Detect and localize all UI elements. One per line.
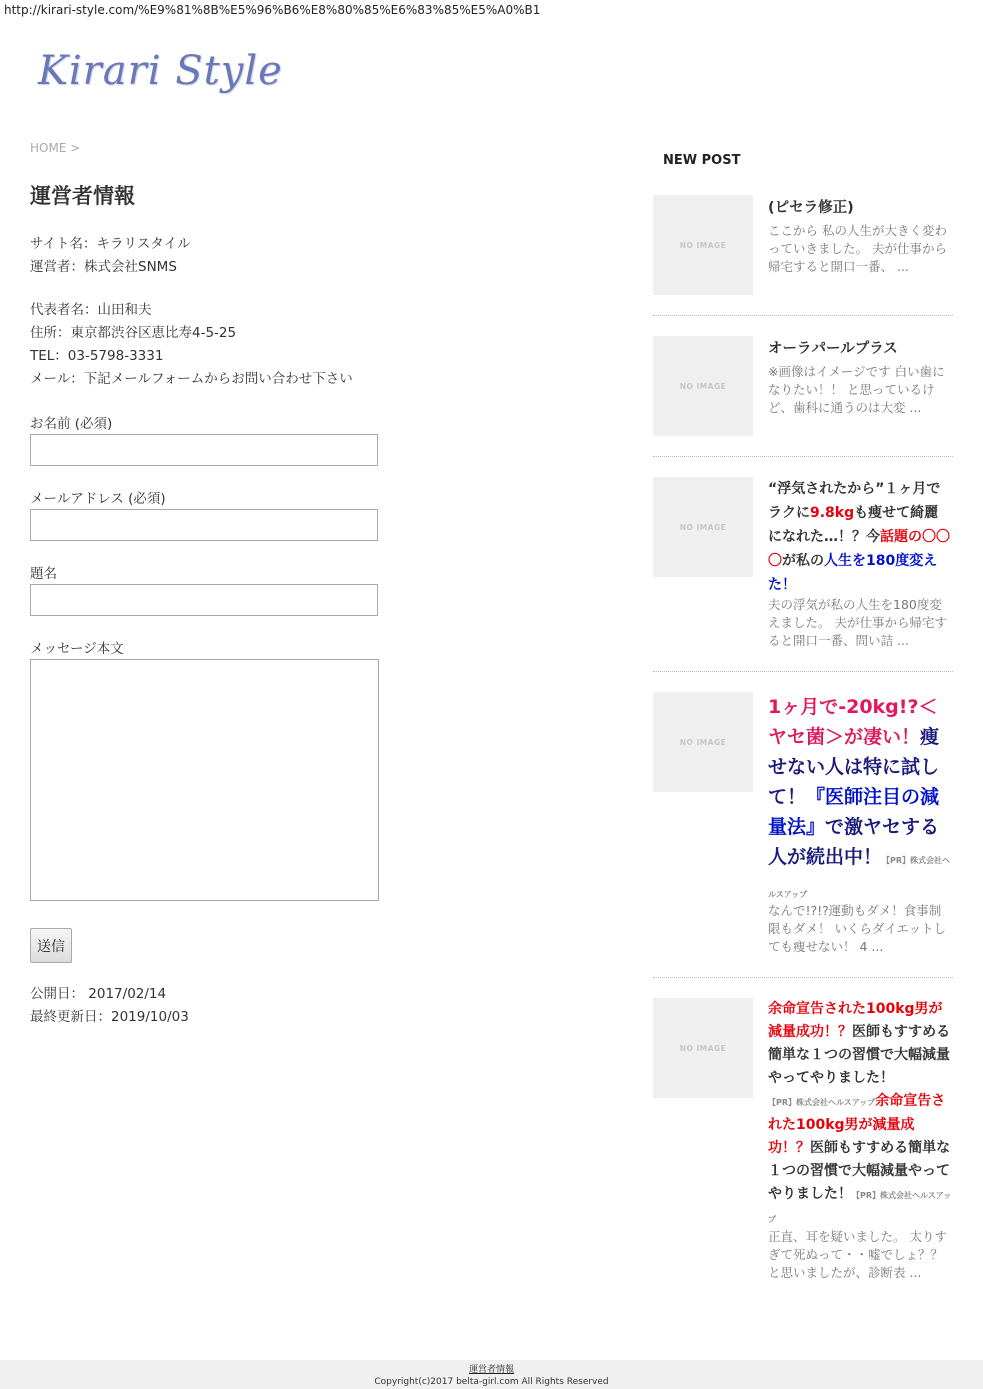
address-bar-url[interactable]: http://kirari-style.com/%E9%81%8B%E5%96%B6%E8%80%85%E6%83%85%E5%A0%B1 bbox=[4, 3, 541, 17]
title-highlight: 人生を180度変えた！ bbox=[768, 553, 938, 593]
no-image-label: NO IMAGE bbox=[679, 1043, 727, 1053]
sidebar-heading: NEW POST bbox=[663, 153, 741, 168]
no-image-label: NO IMAGE bbox=[679, 381, 727, 391]
email-label: メールアドレス (必須) bbox=[30, 491, 166, 507]
info-tel: TEL：03-5798-3331 bbox=[30, 348, 164, 364]
footer-operator-link[interactable]: 運営者情報 bbox=[468, 1365, 514, 1375]
post-excerpt: ここから 私の人生が大きく変わっていきました。 夫が仕事から帰宅すると開口一番、 ... bbox=[768, 223, 947, 274]
post-thumbnail[interactable] bbox=[653, 692, 753, 792]
post-item[interactable] bbox=[653, 195, 953, 295]
dates-block bbox=[30, 983, 189, 1029]
post-title[interactable] bbox=[768, 998, 952, 1231]
post-excerpt: 夫の浮気が私の人生を180度変えました。 夫が仕事から帰宅すると開口一番、問い詰 ... bbox=[768, 597, 947, 648]
no-image-label: NO IMAGE bbox=[679, 240, 727, 250]
no-image-label: NO IMAGE bbox=[679, 522, 727, 532]
title-highlight: 1ヶ月で-20kg!?＜ヤセ菌＞が凄い！ bbox=[768, 696, 938, 748]
pr-label: 【PR】株式会社ヘルスアップ bbox=[768, 856, 951, 899]
post-item[interactable] bbox=[653, 477, 953, 652]
info-site-name: サイト名：キラリスタイル bbox=[30, 236, 191, 252]
email-input[interactable] bbox=[30, 509, 378, 541]
title-text: “浮気されたから”１ヶ月でラクに bbox=[768, 481, 941, 521]
post-title[interactable]: (ピセラ修正) bbox=[768, 200, 854, 216]
post-divider bbox=[653, 456, 953, 457]
post-thumbnail[interactable] bbox=[653, 195, 753, 295]
title-text: が私の bbox=[782, 553, 824, 569]
title-text: で激ヤセする人が続出中！ bbox=[768, 816, 940, 868]
post-item[interactable] bbox=[653, 692, 953, 962]
title-highlight: 話題の〇〇〇 bbox=[768, 529, 950, 569]
submit-button[interactable]: 送信 bbox=[30, 928, 72, 963]
title-highlight: 余命宣告された100kg男が減量成功！？ bbox=[768, 1001, 943, 1040]
title-text: 痩せない人は特に試して！ bbox=[768, 726, 940, 808]
post-title[interactable] bbox=[768, 692, 952, 910]
no-image-label: NO IMAGE bbox=[679, 737, 727, 747]
name-label: お名前 (必須) bbox=[30, 416, 113, 432]
post-excerpt: 正直、耳を疑いました。 太りすぎて死ぬって・・嘘でしょ？？と思いましたが、診断表 ... bbox=[768, 1229, 947, 1280]
message-label: メッセージ本文 bbox=[30, 641, 124, 657]
message-textarea[interactable] bbox=[30, 659, 379, 901]
post-item[interactable] bbox=[653, 336, 953, 436]
title-highlight: 『医師注目の減量法』 bbox=[768, 786, 940, 838]
contact-info-block bbox=[30, 299, 353, 391]
post-title[interactable] bbox=[768, 477, 952, 597]
post-divider bbox=[653, 977, 953, 978]
breadcrumb-home-link[interactable]: HOME > bbox=[30, 141, 81, 155]
post-thumbnail[interactable] bbox=[653, 477, 753, 577]
published-date: 公開日： 2017/02/14 bbox=[30, 986, 167, 1002]
info-operator: 運営者：株式会社SNMS bbox=[30, 259, 177, 275]
footer bbox=[0, 1360, 983, 1389]
page-title: 運営者情報 bbox=[30, 184, 135, 208]
post-divider bbox=[653, 315, 953, 316]
info-mail: メール：下記メールフォームからお問い合わせ下さい bbox=[30, 371, 353, 387]
site-info-block bbox=[30, 233, 191, 279]
subject-input[interactable] bbox=[30, 584, 378, 616]
post-title[interactable]: オーラパールプラス bbox=[768, 341, 898, 357]
name-input[interactable] bbox=[30, 434, 378, 466]
post-divider bbox=[653, 671, 953, 672]
post-item[interactable] bbox=[653, 998, 953, 1303]
copyright-text: Copyright(c)2017 belta-girl.com All Rights Reserved bbox=[374, 1377, 609, 1387]
title-text: 医師もすすめる簡単な１つの習慣で大幅減量やってやりました！ bbox=[768, 1024, 951, 1086]
subject-label: 題名 bbox=[30, 566, 57, 582]
post-excerpt: ※画像はイメージです 白い歯になりたい！！ と思っているけど、歯科に通うのは大変 ... bbox=[768, 364, 945, 415]
post-excerpt: なんで!?!?運動もダメ！食事制限もダメ！ いくらダイエットしても痩せない！ 4 ... bbox=[768, 903, 946, 954]
pr-label: 【PR】株式会社ヘルスアップ bbox=[768, 1191, 952, 1224]
pr-label: 【PR】株式会社ヘルスアップ bbox=[768, 1098, 876, 1107]
title-highlight: 余命宣告された100kg男が減量成功！？ bbox=[768, 1093, 946, 1156]
updated-date: 最終更新日：2019/10/03 bbox=[30, 1009, 189, 1025]
info-address: 住所：東京都渋谷区恵比寿4-5-25 bbox=[30, 325, 237, 341]
post-thumbnail[interactable] bbox=[653, 336, 753, 436]
info-representative: 代表者名：山田和夫 bbox=[30, 302, 152, 318]
site-logo[interactable]: Kirari Style bbox=[38, 48, 283, 94]
title-text: 医師もすすめる簡単な１つの習慣で大幅減量やってやりました！ bbox=[768, 1140, 951, 1202]
title-text: も痩せて綺麗になれた…！？今 bbox=[768, 505, 939, 545]
post-thumbnail[interactable] bbox=[653, 998, 753, 1098]
title-highlight: 9.8kg bbox=[810, 505, 855, 521]
